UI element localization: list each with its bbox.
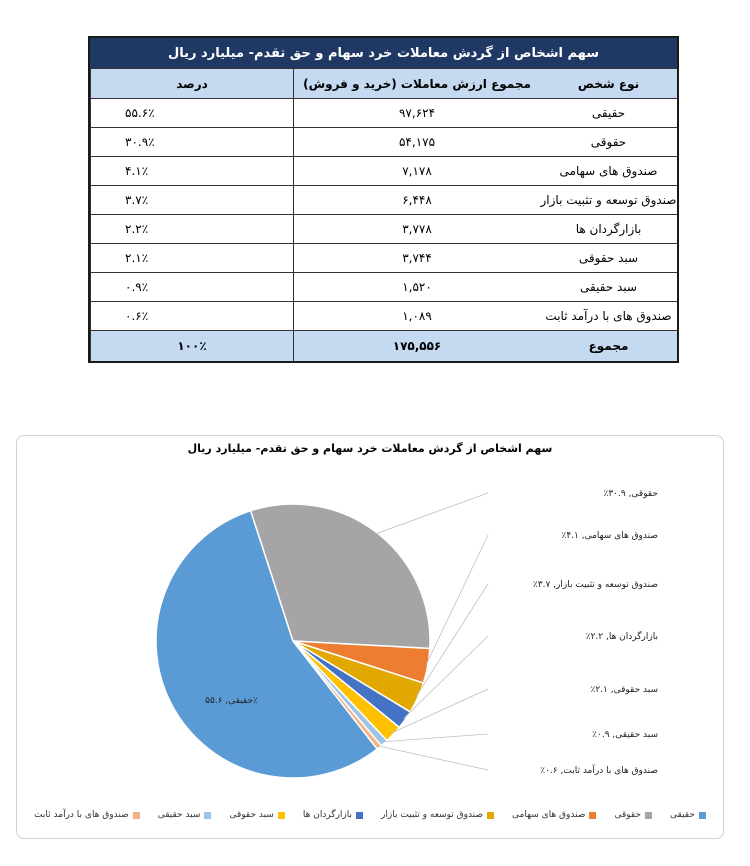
slice-data-label: سبد حقوقی, ۲.۱٪ <box>590 685 658 695</box>
slice-data-label: صندوق های سهامی, ۴.۱٪ <box>561 531 658 541</box>
legend-item <box>614 810 652 820</box>
legend-swatch <box>589 812 596 819</box>
chart-legend <box>16 810 724 820</box>
legend-item <box>303 810 363 820</box>
slice-data-label: سبد حقیقی, ۰.۹٪ <box>592 730 658 740</box>
legend-label: حقیقی <box>670 810 695 820</box>
cell-trade-value: ۱,۵۲۰ <box>293 273 540 301</box>
cell-person-type: سبد حقیقی <box>580 280 637 294</box>
header-person-type: نوع شخص <box>577 76 640 91</box>
legend-label: بازارگردان ها <box>302 810 353 820</box>
legend-swatch <box>204 812 211 819</box>
legend-label: صندوق های سهامی <box>512 810 586 820</box>
legend-item <box>381 810 494 820</box>
legend-item <box>34 810 140 820</box>
legend-swatch <box>699 812 706 819</box>
legend-swatch <box>356 812 363 819</box>
slice-data-label: بازارگردان ها, ۲.۲٪ <box>585 632 658 642</box>
cell-person-type: بازارگردان ها <box>575 222 642 236</box>
leader-line <box>426 535 488 666</box>
cell-percent: ۰.۹٪ <box>90 273 293 301</box>
total-value: ۱۷۵,۵۵۶ <box>293 331 540 361</box>
cell-trade-value: ۳,۷۷۸ <box>293 215 540 243</box>
cell-person-type: صندوق های با درآمد ثابت <box>545 309 672 323</box>
legend-label: سبد حقوقی <box>229 810 274 820</box>
cell-percent: ۳۰.۹٪ <box>90 128 293 156</box>
legend-item <box>229 810 284 820</box>
legend-item <box>512 810 596 820</box>
legend-item <box>670 810 706 820</box>
slice-data-label: صندوق های با درآمد ثابت, ۰.۶٪ <box>540 766 658 776</box>
leader-line <box>383 734 488 742</box>
legend-label: سبد حقیقی <box>157 810 201 820</box>
legend-swatch <box>278 812 285 819</box>
legend-label: حقوقی <box>614 810 642 820</box>
chart-title: سهم اشخاص از گردش معاملات خرد سهام و حق تقدم- میلیارد ریال <box>187 442 553 455</box>
cell-trade-value: ۵۴,۱۷۵ <box>293 128 540 156</box>
legend-swatch <box>133 812 140 819</box>
cell-person-type: حقوقی <box>590 135 627 149</box>
leader-line <box>375 493 488 534</box>
leader-line <box>378 746 488 770</box>
slice-data-label: حقوقی, ۳۰.۹٪ <box>603 489 658 499</box>
cell-person-type: صندوق توسعه و تثبیت بازار <box>540 193 677 207</box>
slice-data-label: حقیقی, ۵۵.۶٪ <box>205 696 258 706</box>
slice-data-label: صندوق توسعه و تثبیت بازار, ۳.۷٪ <box>532 580 658 590</box>
cell-person-type: سبد حقوقی <box>578 251 639 265</box>
cell-percent: ۳.۷٪ <box>90 186 293 214</box>
legend-label: صندوق های با درآمد ثابت <box>34 810 129 820</box>
cell-trade-value: ۱,۰۸۹ <box>293 302 540 330</box>
total-percent: ۱۰۰٪ <box>90 331 293 361</box>
legend-swatch <box>645 812 652 819</box>
cell-person-type: حقیقی <box>591 106 626 120</box>
cell-trade-value: ۷,۱۷۸ <box>293 157 540 185</box>
cell-percent: ۲.۲٪ <box>90 215 293 243</box>
cell-trade-value: ۶,۴۴۸ <box>293 186 540 214</box>
legend-swatch <box>487 812 494 819</box>
cell-percent: ۲.۱٪ <box>90 244 293 272</box>
cell-percent: ۴.۱٪ <box>90 157 293 185</box>
total-label: مجموع <box>588 339 629 353</box>
cell-person-type: صندوق های سهامی <box>559 164 658 178</box>
cell-percent: ۰.۶٪ <box>90 302 293 330</box>
cell-percent: ۵۵.۶٪ <box>90 99 293 127</box>
cell-trade-value: ۳,۷۴۴ <box>293 244 540 272</box>
cell-trade-value: ۹۷,۶۲۴ <box>293 99 540 127</box>
legend-label: صندوق توسعه و تثبیت بازار <box>381 810 484 820</box>
header-percent: درصد <box>90 69 293 98</box>
header-trade-value: مجموع ارزش معاملات (خرید و فروش) <box>293 69 540 98</box>
table-title: سهم اشخاص از گردش معاملات خرد سهام و حق تقدم- میلیارد ریال <box>90 38 677 68</box>
legend-item <box>158 810 212 820</box>
